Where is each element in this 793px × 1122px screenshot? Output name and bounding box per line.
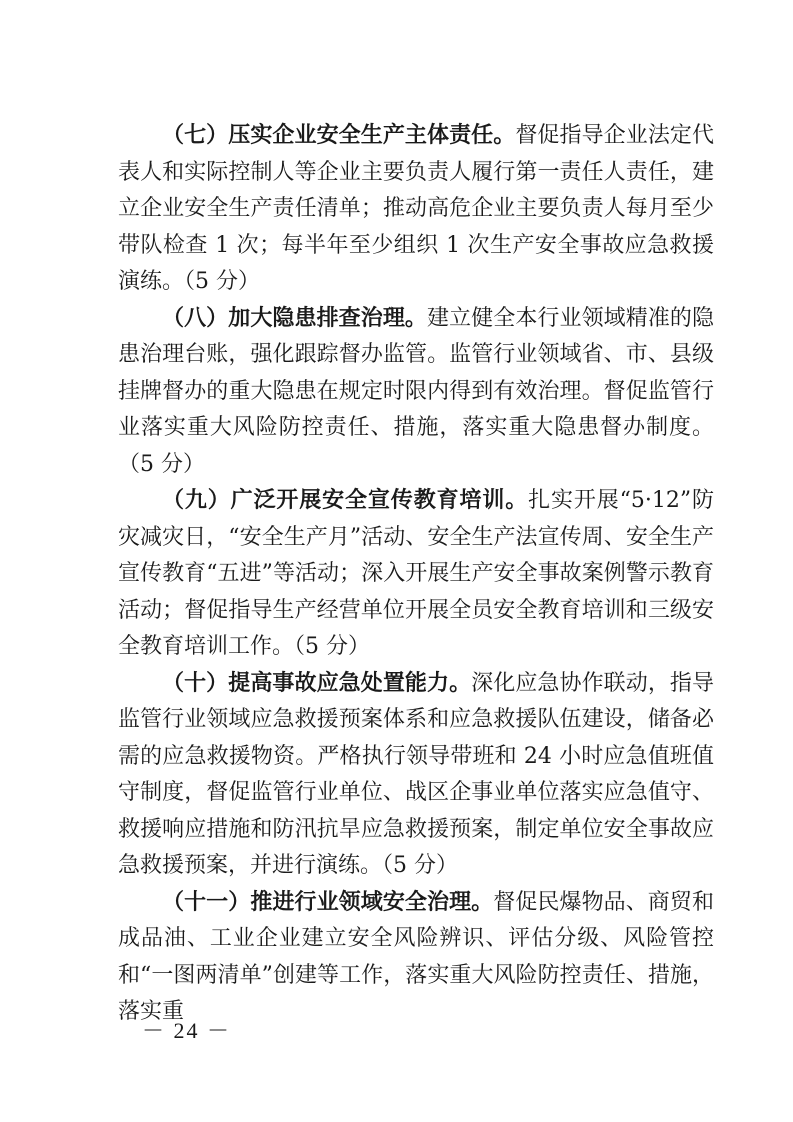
paragraph-7 (118, 118, 714, 301)
document-body (118, 118, 714, 1031)
paragraph-text: 深化应急协作联动，指导监管行业领域应急救援预案体系和应急救援队伍建设，储备必需的应急救援物资。严格执行领导带班和 24 小时应急值班值守制度，督促监管行业单位、战区企事业单位落实应急值守、救援响应措施和防汛抗旱应急救援预案，制定单位安全事故应急救援预案，并进行演练。（5 分） (118, 670, 714, 878)
paragraph-text: 建立健全本行业领域精准的隐患治理台账，强化跟踪督办监管。监管行业领域省、市、县级挂牌督办的重大隐患在规定时限内得到有效治理。督促监管行业落实重大风险防控责任、措施，落实重大隐患督办制度。（5 分） (118, 305, 714, 477)
paragraph-8 (118, 301, 714, 484)
paragraph-heading: （七）压实企业安全生产主体责任。 (162, 123, 516, 148)
paragraph-text: 督促指导企业法定代表人和实际控制人等企业主要负责人履行第一责任人责任，建立企业安全生产责任清单；推动高危企业主要负责人每月至少带队检查 1 次；每半年至少组织 1 次生产安全事故应急救援演练。（5 分） (118, 123, 714, 294)
paragraph-heading: （十）提高事故应急处置能力。 (162, 670, 472, 696)
paragraph-10 (118, 666, 714, 885)
paragraph-text: 扎实开展“5·12”防灾减灾日，“安全生产月”活动、安全生产法宣传周、安全生产宣传教育“五进”等活动；深入开展生产安全事故案例警示教育活动；督促指导生产经营单位开展全员安全教育培训和三级安全教育培训工作。（5 分） (118, 488, 714, 659)
page-number: － 24 － (142, 1018, 232, 1043)
paragraph-9 (118, 483, 714, 666)
paragraph-heading: （八）加大隐患排查治理。 (162, 305, 427, 331)
paragraph-heading: （十一）推进行业领域安全治理。 (162, 889, 494, 915)
paragraph-heading: （九）广泛开展安全宣传教育培训。 (162, 488, 529, 513)
paragraph-text: 督促民爆物品、商贸和成品油、工业企业建立安全风险辨识、评估分级、风险管控和“一图两清单”创建等工作，落实重大风险防控责任、措施，落实重 (118, 889, 714, 1024)
paragraph-11 (118, 885, 714, 1031)
